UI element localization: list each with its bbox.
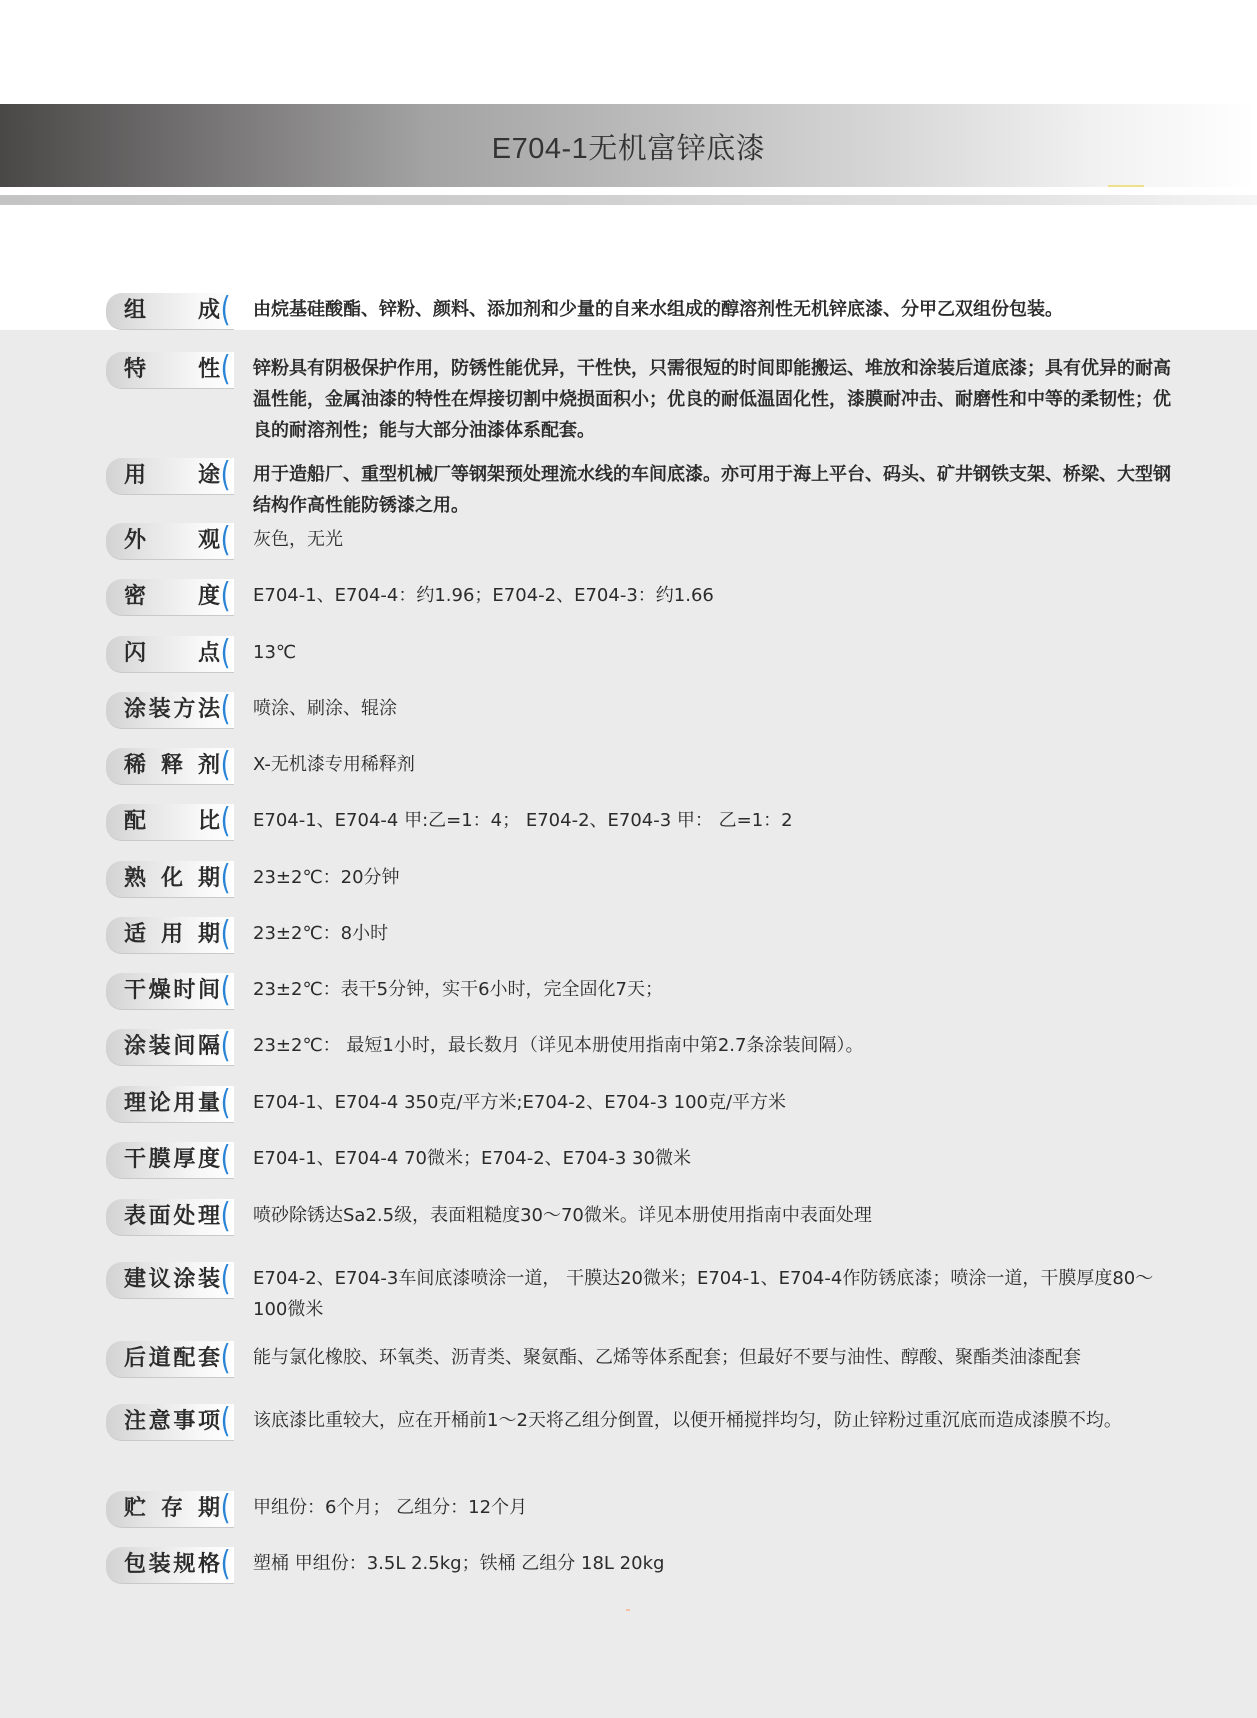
row-label: 贮 存 期 [124, 1496, 220, 1521]
row-content: E704-1、E704-4 350克/平方米;E704-2、E704-3 100克/平方米 [253, 1092, 787, 1113]
page-title: E704-1无机富锌底漆 [491, 133, 766, 165]
label-tab [106, 970, 234, 1010]
row-content: E704-1、E704-4：约1.96；E704-2、E704-3：约1.66 [253, 585, 714, 606]
label-tab [106, 1544, 234, 1584]
row-label: 涂 装 间 隔 [124, 1034, 220, 1059]
bracket-icon: ( [220, 1139, 231, 1179]
row-content: 23±2℃：表干5分钟，实干6小时，完全固化7天； [253, 979, 664, 1000]
bracket-icon: ( [220, 1026, 231, 1066]
row-label: 注 意 事 项 [124, 1409, 220, 1434]
bracket-icon: ( [220, 1401, 231, 1441]
banner-accent-line [1108, 185, 1144, 187]
row-content: E704-1、E704-4 70微米；E704-2、E704-3 30微米 [253, 1148, 691, 1169]
row-label: 后 道 配 套 [124, 1346, 220, 1371]
row-content: 23±2℃： 最短1小时，最长数月（详见本册使用指南中第2.7条涂装间隔）。 [253, 1035, 864, 1056]
row-label: 稀 释 剂 [124, 753, 220, 778]
row-content: 由烷基硅酸酯、锌粉、颜料、添加剂和少量的自来水组成的醇溶剂性无机锌底漆、分甲乙双组份包装。 [253, 299, 1063, 320]
row-label: 用 途 [124, 463, 220, 488]
label-tab [106, 1026, 234, 1066]
label-tab [106, 455, 234, 495]
label-tab [106, 1083, 234, 1123]
title-banner [0, 104, 1257, 187]
row-content: 塑桶 甲组份：3.5L 2.5kg；铁桶 乙组分 18L 20kg [253, 1553, 665, 1574]
row-content: 23±2℃：20分钟 [253, 867, 400, 888]
label-tab [106, 290, 234, 330]
bracket-icon: ( [220, 914, 231, 954]
row-content: 喷砂除锈达Sa2.5级，表面粗糙度30～70微米。详见本册使用指南中表面处理 [253, 1205, 872, 1226]
bracket-icon: ( [220, 970, 231, 1010]
bracket-icon: ( [220, 633, 231, 673]
bracket-icon: ( [220, 1338, 231, 1378]
bracket-icon: ( [220, 1083, 231, 1123]
bracket-icon: ( [220, 455, 231, 495]
row-label: 理 论 用 量 [124, 1091, 220, 1116]
label-tab [106, 689, 234, 729]
label-tab [106, 1139, 234, 1179]
row-label: 涂 装 方 法 [124, 697, 220, 722]
row-label: 闪 点 [124, 641, 220, 666]
bracket-icon: ( [220, 1544, 231, 1584]
bracket-icon: ( [220, 290, 231, 330]
row-label: 外 观 [124, 528, 220, 553]
label-tab [106, 1401, 234, 1441]
bracket-icon: ( [220, 689, 231, 729]
row-content: 用于造船厂、重型机械厂等钢架预处理流水线的车间底漆。亦可用于海上平台、码头、矿井钢铁支架、桥梁、大型钢结构作高性能防锈漆之用。 [253, 464, 1171, 516]
bracket-icon: ( [220, 858, 231, 898]
row-label: 干 膜 厚 度 [124, 1147, 220, 1172]
row-content: 喷涂、刷涂、辊涂 [253, 698, 397, 719]
label-tab [106, 1259, 234, 1299]
label-tab [106, 349, 234, 389]
row-content: E704-1、E704-4 甲:乙=1：4； E704-2、E704-3 甲： 乙=1：2 [253, 810, 793, 831]
row-content: E704-2、E704-3车间底漆喷涂一道， 干膜达20微米；E704-1、E704-4作防锈底漆；喷涂一道，干膜厚度80～100微米 [253, 1268, 1154, 1320]
label-tab [106, 1488, 234, 1528]
label-tab [106, 914, 234, 954]
row-label: 熟 化 期 [124, 866, 220, 891]
row-content: 锌粉具有阴极保护作用，防锈性能优异，干性快，只需很短的时间即能搬运、堆放和涂装后道底漆；具有优异的耐高温性能，金属油漆的特性在焊接切割中烧损面积小；优良的耐低温固化性，漆膜耐冲击、耐磨性和中等的柔韧性；优良的耐溶剂性；能与大部分油漆体系配套。 [253, 358, 1171, 441]
label-tab [106, 576, 234, 616]
bracket-icon: ( [220, 349, 231, 389]
label-tab [106, 745, 234, 785]
bracket-icon: ( [220, 576, 231, 616]
bracket-icon: ( [220, 801, 231, 841]
row-label: 密 度 [124, 584, 220, 609]
bracket-icon: ( [220, 745, 231, 785]
label-tab [106, 520, 234, 560]
label-tab [106, 858, 234, 898]
row-content: 灰色，无光 [253, 529, 343, 550]
row-label: 配 比 [124, 809, 220, 834]
label-tab [106, 1338, 234, 1378]
row-content: 能与氯化橡胶、环氧类、沥青类、聚氨酯、乙烯等体系配套；但最好不要与油性、醇酸、聚酯类油漆配套 [253, 1347, 1081, 1368]
row-label: 表 面 处 理 [124, 1204, 220, 1229]
row-content: 23±2℃：8小时 [253, 923, 389, 944]
row-label: 建 议 涂 装 [124, 1267, 220, 1292]
row-content: 13℃ [253, 642, 297, 663]
bracket-icon: ( [220, 1196, 231, 1236]
row-label: 组 成 [124, 298, 220, 323]
decorative-dot [626, 1609, 630, 1611]
row-label: 干 燥 时 间 [124, 978, 220, 1003]
label-tab [106, 633, 234, 673]
row-content: X-无机漆专用稀释剂 [253, 754, 415, 775]
bracket-icon: ( [220, 1488, 231, 1528]
row-content: 甲组份：6个月； 乙组分：12个月 [253, 1497, 528, 1518]
row-label: 特 性 [124, 357, 220, 382]
bracket-icon: ( [220, 1259, 231, 1299]
label-tab [106, 1196, 234, 1236]
banner-underline-strip [0, 195, 1257, 205]
bracket-icon: ( [220, 520, 231, 560]
row-label: 包 装 规 格 [124, 1552, 220, 1577]
row-content: 该底漆比重较大，应在开桶前1～2天将乙组分倒置，以便开桶搅拌均匀，防止锌粉过重沉底而造成漆膜不均。 [253, 1410, 1122, 1431]
row-label: 适 用 期 [124, 922, 220, 947]
label-tab [106, 801, 234, 841]
